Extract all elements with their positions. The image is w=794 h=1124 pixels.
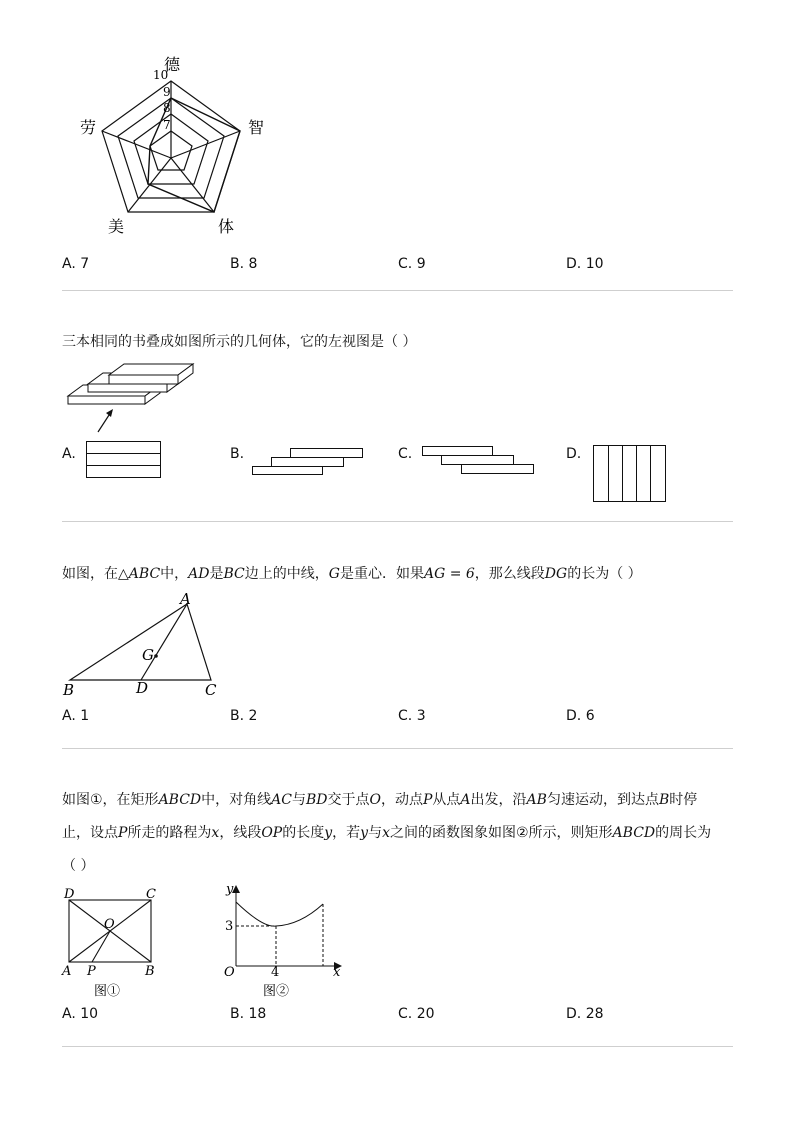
fig1-label-o: O (104, 917, 115, 932)
triangle-figure (60, 590, 230, 700)
option-a-figure[interactable] (86, 440, 162, 480)
fig2-y-axis-label: y (226, 882, 234, 897)
option-a[interactable]: A. (62, 446, 76, 462)
q4-stem-line-2: 止，设点P所走的路程为x，线段OP的长度y，若y与x之间的函数图象如图②所示，则矩形ABCD的周长为 (62, 825, 712, 841)
option-b[interactable]: B. (230, 446, 245, 462)
rectangle-figure (60, 882, 170, 1000)
radar-tick-7: 7 (163, 118, 171, 132)
option-d[interactable]: D. (566, 446, 582, 462)
fig1-label-a: A (62, 964, 72, 979)
separator (62, 290, 733, 291)
option-c[interactable]: C. 20 (398, 1006, 435, 1022)
radar-label-top: 德 (164, 55, 181, 74)
option-b[interactable]: B. 8 (230, 256, 258, 272)
separator (62, 521, 733, 522)
label-g: G (142, 646, 154, 664)
fig2-caption: 图② (263, 984, 290, 999)
option-d[interactable]: D. 6 (566, 708, 595, 724)
fig2-x-axis-label: x (333, 965, 341, 980)
fig1-label-p: P (87, 964, 96, 979)
q4-stem-line-1: 如图①，在矩形ABCD中，对角线AC与BD交于点O，动点P从点A出发，沿AB匀速运动，到达点B时停 (62, 792, 698, 808)
q3-stem: 如图，在△ABC中，AD是BC边上的中线，G是重心．如果AG = 6，那么线段DG的长为（ ） (62, 566, 642, 582)
option-a[interactable]: A. 1 (62, 708, 90, 724)
label-c: C (205, 681, 217, 699)
option-d[interactable]: D. 10 (566, 256, 604, 272)
radar-label-right: 智 (248, 118, 265, 137)
fig2-x-tick-label: 4 (271, 965, 280, 980)
fig2-y-tick-label: 3 (225, 919, 234, 934)
option-d-figure[interactable] (592, 444, 668, 504)
radar-label-left: 劳 (80, 118, 97, 137)
radar-label-bottom-right: 体 (218, 217, 235, 236)
option-d[interactable]: D. 28 (566, 1006, 604, 1022)
option-b-figure[interactable] (250, 446, 366, 478)
fig2-origin-label: O (224, 965, 235, 980)
radar-axis-right (171, 131, 240, 158)
option-b[interactable]: B. 18 (230, 1006, 267, 1022)
option-a[interactable]: A. 10 (62, 1006, 99, 1022)
radar-axis-left (102, 131, 171, 158)
radar-figure (70, 48, 280, 240)
label-d: D (136, 679, 149, 697)
label-a: A (180, 590, 191, 608)
option-a[interactable]: A. 7 (62, 256, 90, 272)
q4-stem-line-3: （ ） (62, 858, 95, 874)
separator (62, 1046, 733, 1047)
fig1-label-c: C (146, 887, 156, 902)
option-c[interactable]: C. 3 (398, 708, 426, 724)
separator (62, 748, 733, 749)
radar-axis-bottom-right (171, 158, 214, 212)
radar-tick-10: 10 (153, 68, 169, 82)
fig1-label-d: D (64, 887, 75, 902)
radar-label-bottom-left: 美 (108, 217, 125, 236)
radar-tick-8: 8 (163, 101, 171, 115)
function-graph-figure (215, 880, 350, 1000)
option-c[interactable]: C. 9 (398, 256, 426, 272)
label-b: B (63, 681, 75, 699)
fig1-label-b: B (145, 964, 155, 979)
option-c-figure[interactable] (420, 444, 536, 476)
radar-tick-9: 9 (163, 85, 171, 99)
option-b[interactable]: B. 2 (230, 708, 258, 724)
q2-stem: 三本相同的书叠成如图所示的几何体，它的左视图是（ ） (62, 334, 417, 350)
stacked-books-figure (66, 358, 196, 438)
option-c[interactable]: C. (398, 446, 413, 462)
fig1-caption: 图① (94, 984, 121, 999)
